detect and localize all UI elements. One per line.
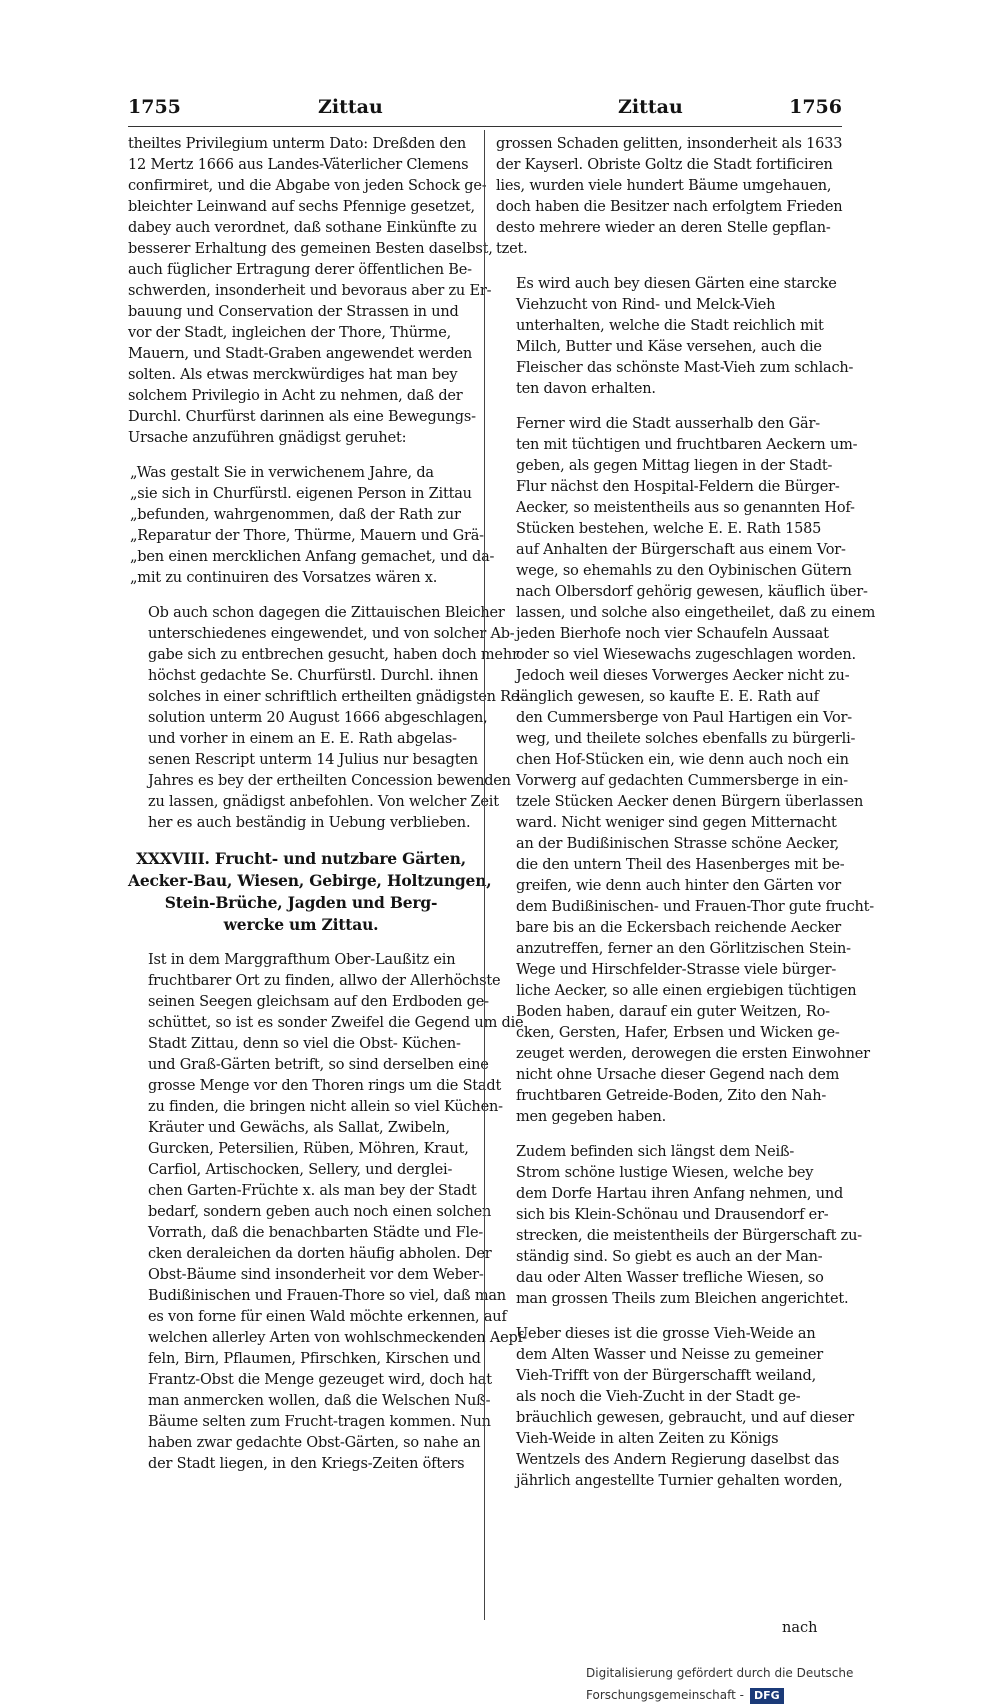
footer-text: Digitalisierung gefördert durch die Deutsche Forschungsgemeinschaft -: [586, 1666, 854, 1702]
quotation: [128, 463, 495, 589]
text-line: bare bis an die Eckersbach reichende Aecker: [516, 920, 842, 936]
text-line: chen Hof-Stücken ein, wie denn auch noch ein: [516, 752, 849, 768]
text-line: Ursache anzuführen gnädigst geruhet:: [128, 430, 407, 446]
text-line: Ob auch schon dagegen die Zittauischen Bleicher: [148, 605, 505, 621]
text-line: Boden haben, darauf ein guter Weitzen, Ro-: [516, 1004, 830, 1020]
text-line: ten mit tüchtigen und fruchtbaren Aeckern um-: [516, 437, 858, 453]
text-line: Vorrath, daß die benachbarten Städte und Fle-: [148, 1225, 484, 1241]
text-line: „mit zu continuiren des Vorsatzes wären x.: [130, 570, 438, 586]
right-page-number: 1756: [789, 96, 842, 118]
text-line: chen Garten-Früchte x. als man bey der Stadt: [148, 1183, 477, 1199]
left-page-number: 1755: [128, 96, 181, 118]
text-line: Ueber dieses ist die grosse Vieh-Weide an: [516, 1326, 816, 1342]
text-line: als noch die Vieh-Zucht in der Stadt ge-: [516, 1389, 801, 1405]
text-line: Stücken bestehen, welche E. E. Rath 1585: [516, 521, 822, 537]
text-line: welchen allerley Arten von wohlschmeckenden Aepf-: [148, 1330, 527, 1346]
text-line: Obst-Bäume sind insonderheit vor dem Weber-: [148, 1267, 484, 1283]
text-line: Stadt Zittau, denn so viel die Obst- Küchen-: [148, 1036, 461, 1052]
text-line: „ben einen mercklichen Anfang gemachet, und da-: [130, 549, 495, 565]
text-line: lies, wurden viele hundert Bäume umgehauen,: [496, 178, 832, 194]
text-line: an der Budißinischen Strasse schöne Aecker,: [516, 836, 840, 852]
right-running-title: Zittau: [618, 96, 683, 118]
text-line: Bäume selten zum Frucht-tragen kommen. Nun: [148, 1414, 491, 1430]
text-line: cken deraleichen da dorten häufig abholen. Der: [148, 1246, 492, 1262]
text-line: Kräuter und Gewächs, als Sallat, Zwibeln,: [148, 1120, 450, 1136]
text-line: Zudem befinden sich längst dem Neiß-: [516, 1144, 795, 1160]
text-line: solution unterm 20 August 1666 abgeschlagen,: [148, 710, 488, 726]
text-line: tzele Stücken Aecker denen Bürgern überlassen: [516, 794, 864, 810]
text-line: zeuget werden, derowegen die ersten Einwohner: [516, 1046, 870, 1062]
text-line: Gurcken, Petersilien, Rüben, Möhren, Kraut,: [148, 1141, 469, 1157]
text-line: jeden Bierhofe noch vier Schaufeln Aussaat: [516, 626, 829, 642]
paragraph: [128, 603, 524, 834]
text-line: wege, so ehemahls zu den Oybinischen Gütern: [516, 563, 852, 579]
text-line: „sie sich in Churfürstl. eigenen Person in Zittau: [130, 486, 472, 502]
text-line: grossen Schaden gelitten, insonderheit als 1633: [496, 136, 843, 152]
text-line: „Was gestalt Sie in verwichenem Jahre, da: [130, 465, 434, 481]
text-line: desto mehrere wieder an deren Stelle gepflan-: [496, 220, 831, 236]
text-line: XXXVIII. Frucht- und nutzbare Gärten,: [136, 849, 466, 868]
text-line: strecken, die meistentheils der Bürgerschaft zu-: [516, 1228, 862, 1244]
text-line: fruchtbarer Ort zu finden, allwo der Allerhöchste: [148, 973, 501, 989]
text-line: höchst gedachte Se. Churfürstl. Durchl. ihnen: [148, 668, 479, 684]
footer: [586, 1662, 966, 1702]
text-line: besserer Erhaltung des gemeinen Besten daselbst,: [128, 241, 493, 257]
text-line: seinen Seegen gleichsam auf den Erdboden ge-: [148, 994, 489, 1010]
text-line: unterschiedenes eingewendet, und von solcher Ab-: [148, 626, 515, 642]
text-line: sich bis Klein-Schönau und Drausendorf er-: [516, 1207, 829, 1223]
text-line: solten. Als etwas merckwürdiges hat man bey: [128, 367, 458, 383]
text-line: Frantz-Obst die Menge gezeuget wird, doch hat: [148, 1372, 492, 1388]
text-line: dem Budißinischen- und Frauen-Thor gute frucht-: [516, 899, 874, 915]
text-line: Stein-Brüche, Jagden und Berg-: [164, 893, 438, 912]
paragraph: [128, 134, 493, 449]
text-line: Vieh-Trifft von der Bürgerschafft weiland,: [516, 1368, 817, 1384]
text-line: senen Rescript unterm 14 Julius nur besagten: [148, 752, 478, 768]
text-line: ten davon erhalten.: [516, 381, 656, 397]
text-line: Wege und Hirschfelder-Strasse viele bürger-: [516, 962, 837, 978]
text-line: der Stadt liegen, in den Kriegs-Zeiten öfters: [148, 1456, 465, 1472]
text-line: geben, als gegen Mittag liegen in der Stadt-: [516, 458, 833, 474]
text-line: der Kayserl. Obriste Goltz die Stadt fortificiren: [496, 157, 833, 173]
right-column: [496, 134, 876, 1506]
text-line: die den untern Theil des Hasenberges mit be-: [516, 857, 845, 873]
text-line: den Cummersberge von Paul Hartigen ein Vor-: [516, 710, 852, 726]
text-line: dabey auch verordnet, daß sothane Einkünfte zu: [128, 220, 478, 236]
text-line: solches in einer schriftlich ertheilten gnädigsten Re-: [148, 689, 524, 705]
text-line: man grossen Theils zum Bleichen angerichtet.: [516, 1291, 849, 1307]
text-line: dem Dorfe Hartau ihren Anfang nehmen, und: [516, 1186, 844, 1202]
text-line: Jedoch weil dieses Vorwerges Aecker nicht zu-: [516, 668, 850, 684]
text-line: dau oder Alten Wasser trefliche Wiesen, so: [516, 1270, 824, 1286]
text-line: oder so viel Wiesewachs zugeschlagen worden.: [516, 647, 856, 663]
dfg-logo: DFG: [750, 1688, 784, 1704]
text-line: bräuchlich gewesen, gebraucht, und auf dieser: [516, 1410, 854, 1426]
text-line: feln, Birn, Pflaumen, Pfirschken, Kirschen und: [148, 1351, 481, 1367]
paragraph: [128, 950, 527, 1475]
text-line: schwerden, insonderheit und bevoraus aber zu Er-: [128, 283, 492, 299]
text-line: Carfiol, Artischocken, Sellery, und derglei-: [148, 1162, 453, 1178]
text-line: es von forne für einen Wald möchte erkennen, auf: [148, 1309, 507, 1325]
text-line: Ist in dem Marggrafthum Ober-Laußitz ein: [148, 952, 456, 968]
header-rule: [128, 126, 842, 127]
text-line: haben zwar gedachte Obst-Gärten, so nahe an: [148, 1435, 481, 1451]
text-line: schüttet, so ist es sonder Zweifel die Gegend um die: [148, 1015, 524, 1031]
text-line: bleichter Leinwand auf sechs Pfennige gesetzet,: [128, 199, 475, 215]
text-line: weg, und theilete solches ebenfalls zu bürgerli-: [516, 731, 856, 747]
text-line: Flur nächst den Hospital-Feldern die Bürger-: [516, 479, 840, 495]
text-line: bauung und Conservation der Strassen in und: [128, 304, 459, 320]
text-line: nicht ohne Ursache dieser Gegend nach dem: [516, 1067, 840, 1083]
text-line: doch haben die Besitzer nach erfolgtem Frieden: [496, 199, 843, 215]
text-line: grosse Menge vor den Thoren rings um die Stadt: [148, 1078, 502, 1094]
text-line: Aecker, so meistentheils aus so genannten Hof-: [516, 500, 855, 516]
left-running-title: Zittau: [318, 96, 383, 118]
text-line: und vorher in einem an E. E. Rath abgelas-: [148, 731, 457, 747]
text-line: fruchtbaren Getreide-Boden, Zito den Nah-: [516, 1088, 827, 1104]
paragraph: [496, 414, 876, 1128]
section-heading: [128, 848, 492, 936]
text-line: Wentzels des Andern Regierung daselbst das: [516, 1452, 840, 1468]
text-line: liche Aecker, so alle einen ergiebigen tüchtigen: [516, 983, 857, 999]
text-line: greifen, wie denn auch hinter den Gärten vor: [516, 878, 842, 894]
text-line: men gegeben haben.: [516, 1109, 667, 1125]
text-line: anzutreffen, ferner an den Görlitzischen Stein-: [516, 941, 851, 957]
text-line: Ferner wird die Stadt ausserhalb den Gär-: [516, 416, 820, 432]
text-line: theiltes Privilegium unterm Dato: Dreßden den: [128, 136, 467, 152]
text-line: 12 Mertz 1666 aus Landes-Väterlicher Clemens: [128, 157, 469, 173]
text-line: „Reparatur der Thore, Thürme, Mauern und Grä-: [130, 528, 484, 544]
catchword: nach: [782, 1620, 818, 1636]
text-line: Vorwerg auf gedachten Cummersberge in ein-: [516, 773, 848, 789]
text-line: „befunden, wahrgenommen, daß der Rath zur: [130, 507, 461, 523]
text-line: Mauern, und Stadt-Graben angewendet werden: [128, 346, 473, 362]
text-line: Durchl. Churfürst darinnen als eine Bewegungs-: [128, 409, 476, 425]
text-line: Budißinischen und Frauen-Thore so viel, daß man: [148, 1288, 506, 1304]
text-line: Milch, Butter und Käse versehen, auch die: [516, 339, 822, 355]
text-line: Es wird auch bey diesen Gärten eine starcke: [516, 276, 837, 292]
paragraph: [496, 274, 854, 400]
text-line: länglich gewesen, so kaufte E. E. Rath auf: [516, 689, 819, 705]
text-line: Jahres es bey der ertheilten Concession bewenden: [148, 773, 511, 789]
text-line: auch füglicher Ertragung derer öffentlichen Be-: [128, 262, 472, 278]
paragraph: [496, 134, 842, 260]
text-line: tzet.: [496, 241, 528, 257]
text-line: cken, Gersten, Hafer, Erbsen und Wicken ge-: [516, 1025, 840, 1041]
text-line: Aecker-Bau, Wiesen, Gebirge, Holtzungen,: [128, 871, 492, 890]
text-line: solchem Privilegio in Acht zu nehmen, daß der: [128, 388, 463, 404]
text-line: auf Anhalten der Bürgerschaft aus einem Vor-: [516, 542, 846, 558]
text-line: jährlich angestellte Turnier gehalten worden,: [516, 1473, 843, 1489]
text-line: vor der Stadt, ingleichen der Thore, Thürme,: [128, 325, 451, 341]
text-line: zu finden, die bringen nicht allein so viel Küchen-: [148, 1099, 503, 1115]
text-line: gabe sich zu entbrechen gesucht, haben doch mehr: [148, 647, 519, 663]
left-column: [128, 134, 527, 1489]
text-line: Viehzucht von Rind- und Melck-Vieh: [516, 297, 776, 313]
text-line: und Graß-Gärten betrift, so sind derselben eine: [148, 1057, 489, 1073]
text-line: ständig sind. So giebt es auch an der Man-: [516, 1249, 823, 1265]
running-header: [128, 92, 842, 126]
column-divider: [484, 130, 485, 1620]
paragraph: [496, 1324, 854, 1492]
text-line: her es auch beständig in Uebung verblieben.: [148, 815, 471, 831]
text-line: Strom schöne lustige Wiesen, welche bey: [516, 1165, 814, 1181]
text-line: lassen, und solche also eingetheilet, daß zu einem: [516, 605, 876, 621]
paragraph: [496, 1142, 862, 1310]
text-line: dem Alten Wasser und Neisse zu gemeiner: [516, 1347, 823, 1363]
text-line: Fleischer das schönste Mast-Vieh zum schlach-: [516, 360, 854, 376]
text-line: bedarf, sondern geben auch noch einen solchen: [148, 1204, 492, 1220]
text-line: Vieh-Weide in alten Zeiten zu Königs: [516, 1431, 779, 1447]
text-line: wercke um Zittau.: [223, 915, 379, 934]
text-line: zu lassen, gnädigst anbefohlen. Von welcher Zeit: [148, 794, 499, 810]
text-line: man anmercken wollen, daß die Welschen Nuß-: [148, 1393, 491, 1409]
text-line: confirmiret, und die Abgabe von jeden Schock ge-: [128, 178, 487, 194]
text-line: ward. Nicht weniger sind gegen Mitternacht: [516, 815, 837, 831]
text-line: nach Olbersdorf gehörig gewesen, käuflich über-: [516, 584, 868, 600]
text-line: unterhalten, welche die Stadt reichlich mit: [516, 318, 824, 334]
